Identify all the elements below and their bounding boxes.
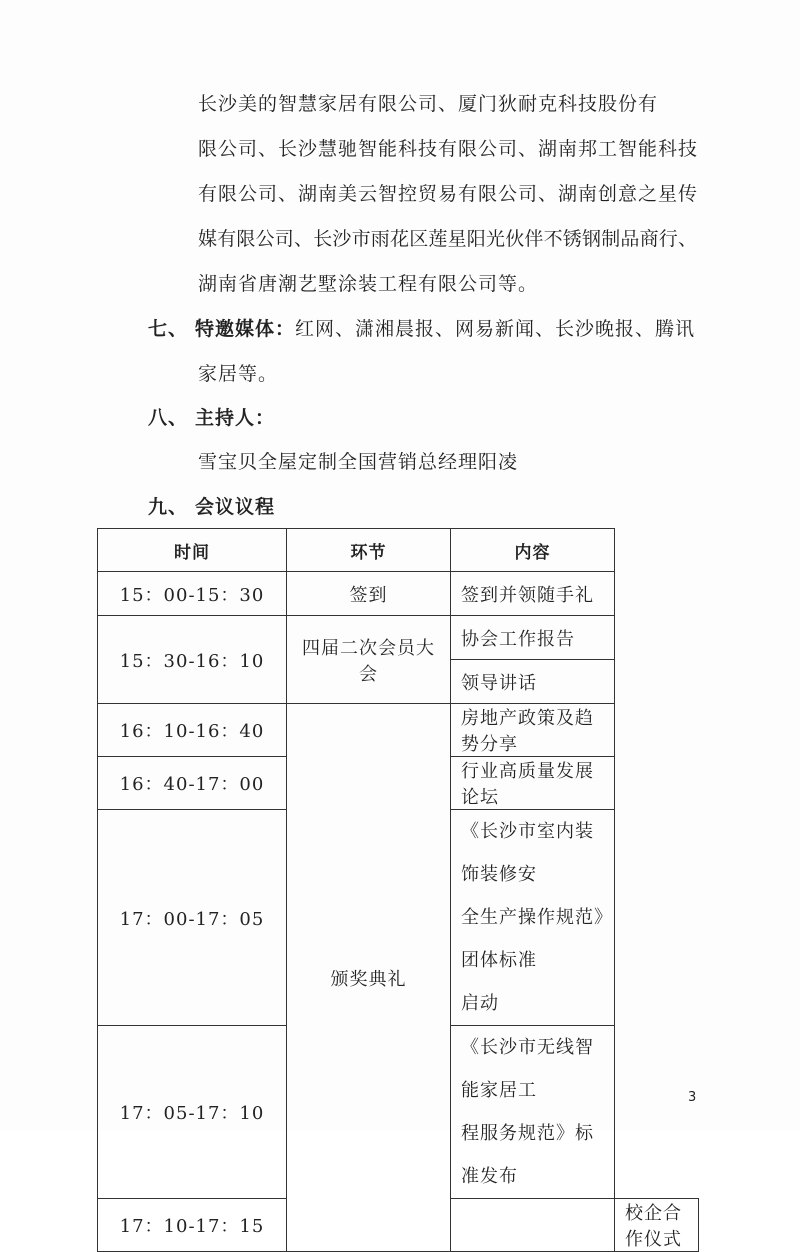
content-cell: 校企合作仪式 (615, 1199, 699, 1252)
content-line: 《长沙市室内装饰装修安 (461, 821, 594, 885)
content-line: 程服务规范》标准发布 (461, 1123, 594, 1187)
section-7-number: 七、 (148, 318, 189, 340)
time-cell: 17：05-17：10 (98, 1026, 287, 1199)
section-7-heading (0, 307, 800, 352)
host-name: 雪宝贝全屋定制全国营销总经理阳凌 (198, 451, 519, 473)
time-cell: 15：00-15：30 (98, 572, 287, 616)
header-session: 环节 (287, 529, 451, 572)
intro-paragraph (198, 82, 703, 307)
agenda-table (97, 528, 699, 1252)
section-7-title: 特邀媒体： (195, 318, 296, 340)
content-cell: 领导讲话 (451, 660, 615, 704)
table-row (98, 704, 699, 757)
time-cell: 15：30-16：10 (98, 616, 287, 704)
session-cell-empty (451, 1199, 615, 1252)
section-9-title: 会议议程 (195, 496, 276, 518)
content-cell: 房地产政策及趋势分享 (451, 704, 615, 757)
section-8-number: 八、 (148, 407, 189, 429)
intro-line: 有限公司、湖南美云智控贸易有限公司、湖南创意之星传 (198, 183, 699, 205)
table-row (98, 572, 699, 616)
content-cell (451, 1026, 615, 1199)
table-header-row (98, 529, 699, 572)
section-9-number: 九、 (148, 496, 189, 518)
intro-line: 长沙美的智慧家居有限公司、厦门狄耐克科技股份有 (198, 93, 659, 115)
section-7-title-wrap (195, 307, 695, 352)
time-cell: 16：10-16：40 (98, 704, 287, 757)
section-8-title: 主持人： (195, 407, 276, 429)
session-cell: 签到 (287, 572, 451, 616)
content-cell (451, 810, 615, 1026)
intro-line: 湖南省唐潮艺墅涂装工程有限公司等。 (198, 273, 539, 295)
section-8-body (198, 440, 703, 485)
intro-line: 媒有限公司、长沙市雨花区莲星阳光伙伴不锈钢制品商行、 (198, 228, 698, 250)
section-8-heading (0, 396, 800, 441)
content-line: 全生产操作规范》团体标准 (461, 907, 604, 971)
time-cell: 17：10-17：15 (98, 1199, 287, 1252)
time-cell: 16：40-17：00 (98, 757, 287, 810)
section-7-text-line2: 家居等。 (198, 363, 279, 385)
section-7-text: 红网、潇湘晨报、网易新闻、长沙晚报、腾讯 (295, 318, 696, 340)
header-time: 时间 (98, 529, 287, 572)
section-7-continuation (198, 352, 703, 397)
content-cell: 签到并领随手礼 (451, 572, 615, 616)
content-line: 启动 (461, 993, 499, 1014)
content-cell: 行业高质量发展论坛 (451, 757, 615, 810)
session-cell: 四届二次会员大会 (287, 616, 451, 704)
table-row (98, 616, 699, 660)
section-9-heading (0, 485, 800, 530)
intro-line: 限公司、长沙慧驰智能科技有限公司、湖南邦工智能科技 (198, 138, 699, 160)
time-cell: 17：00-17：05 (98, 810, 287, 1026)
page-number: 3 (688, 1090, 697, 1105)
session-cell-awards: 颁奖典礼 (287, 704, 451, 1252)
content-line: 《长沙市无线智能家居工 (461, 1037, 594, 1101)
content-cell: 协会工作报告 (451, 616, 615, 660)
header-content: 内容 (451, 529, 615, 572)
